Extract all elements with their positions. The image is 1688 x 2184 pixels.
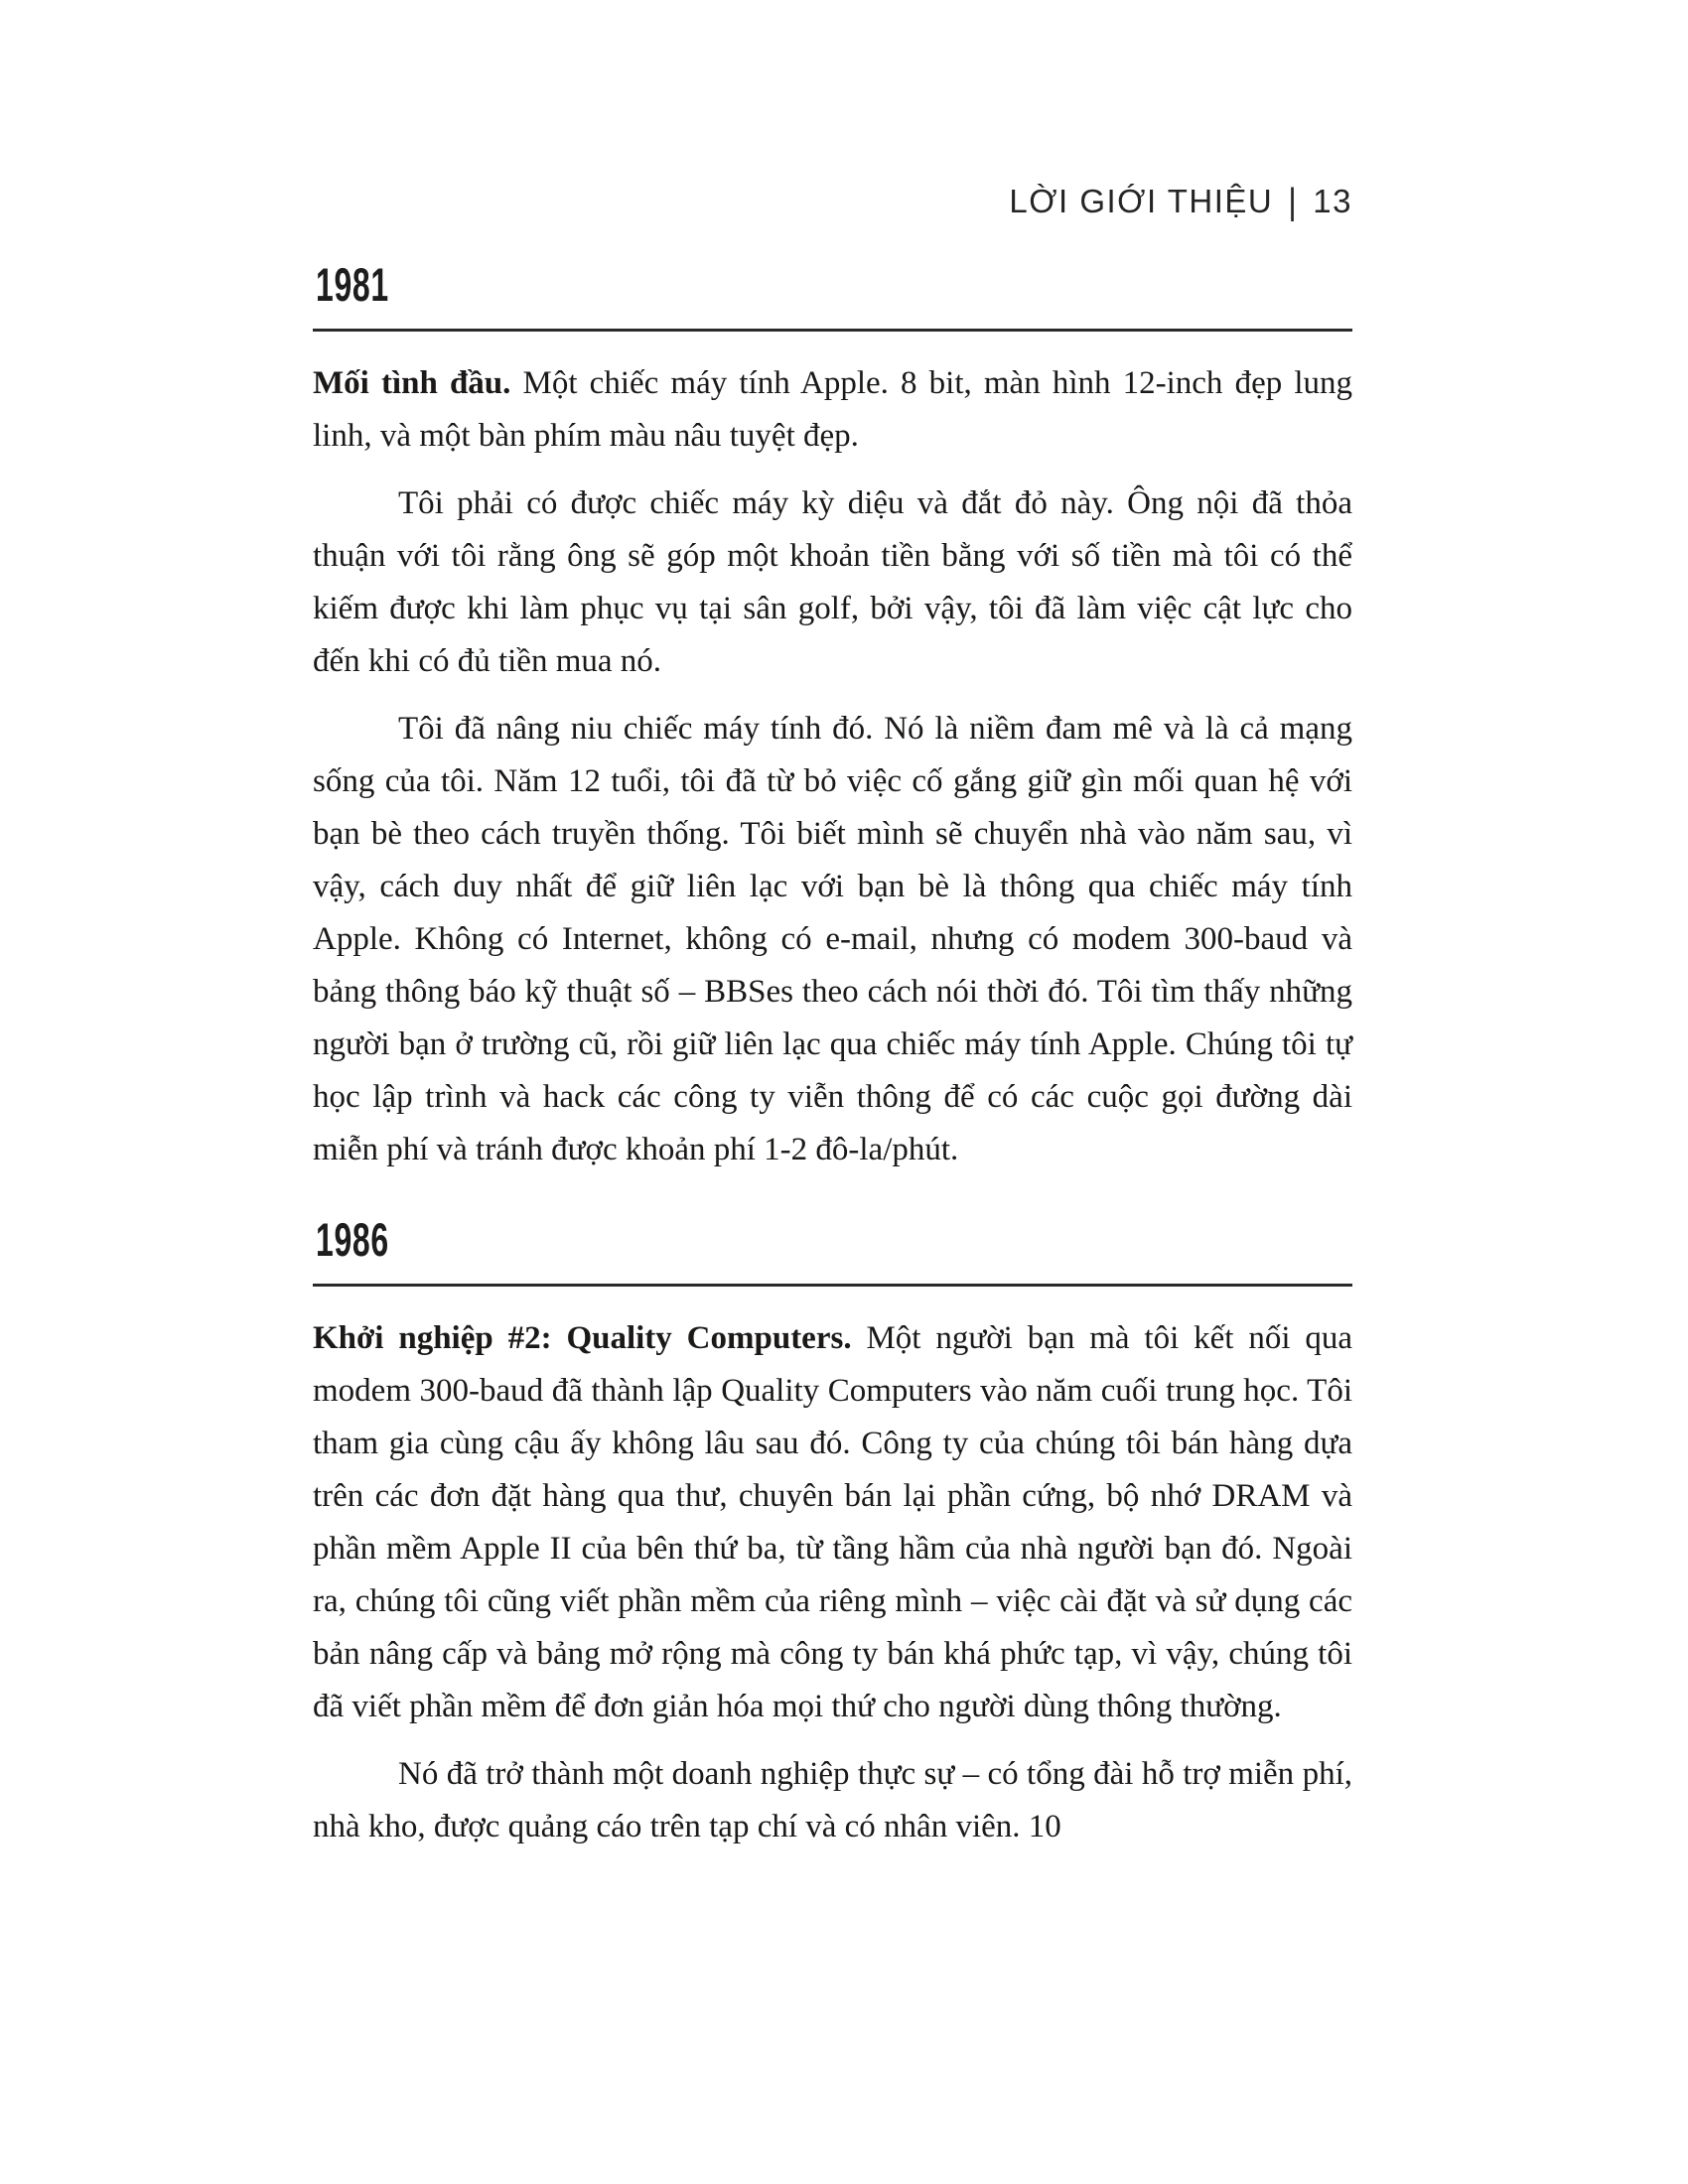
running-head-page-number: 13 (1313, 183, 1352, 219)
running-head (313, 181, 1352, 221)
paragraph-text: Tôi phải có được chiếc máy kỳ diệu và đắt đỏ này. Ông nội đã thỏa thuận với tôi rằng ông sẽ góp một khoản tiền bằng với số tiền mà tôi có thể kiếm được khi làm phục vụ tại sân golf, bởi vậy, tôi đã làm việc cật lực cho đến khi có đủ tiền mua nó. (313, 485, 1352, 680)
text-column (313, 0, 1352, 1853)
paragraph-text: Một người bạn mà tôi kết nối qua modem 300-baud đã thành lập Quality Computers vào năm cuối trung học. Tôi tham gia cùng cậu ấy không lâu sau đó. Công ty của chúng tôi bán hàng dựa trên các đơn đặt hàng qua thư, chuyên bán lại phần cứng, bộ nhớ DRAM và phần mềm Apple II của bên thứ ba, từ tầng hầm của nhà người bạn đó. Ngoài ra, chúng tôi cũng viết phần mềm của riêng mình – việc cài đặt và sử dụng các bản nâng cấp và bảng mở rộng mà công ty bán khá phức tạp, vì vậy, chúng tôi đã viết phần mềm để đơn giản hóa mọi thứ cho người dùng thông thường. (313, 1320, 1353, 1725)
running-head-separator: | (1288, 180, 1299, 222)
section-paragraphs (313, 1312, 1352, 1853)
section-paragraphs (313, 357, 1352, 1176)
paragraph-text: Tôi đã nâng niu chiếc máy tính đó. Nó là niềm đam mê và là cả mạng sống của tôi. Năm 12 tuổi, tôi đã từ bỏ việc cố gắng giữ gìn mối quan hệ với bạn bè theo cách truyền thống. Tôi biết mình sẽ chuyển nhà vào năm sau, vì vậy, cách duy nhất để giữ liên lạc với bạn bè là thông qua chiếc máy tính Apple. Không có Internet, không có e-mail, nhưng có modem 300-baud và bảng thông báo kỹ thuật số – BBSes theo cách nói thời đó. Tôi tìm thấy những người bạn ở trường cũ, rồi giữ liên lạc qua chiếc máy tính Apple. Chúng tôi tự học lập trình và hack các công ty viễn thông để có các cuộc gọi đường dài miễn phí và tránh được khoản phí 1-2 đô-la/phút. (313, 711, 1352, 1168)
running-head-title: LỜI GIỚI THIỆU (1009, 183, 1274, 219)
paragraph (313, 357, 1352, 463)
paragraph-text: Một chiếc máy tính Apple. 8 bit, màn hình 12-inch đẹp lung linh, và một bàn phím màu nâu tuyệt đẹp. (313, 365, 1353, 455)
section-year-heading: 1986 (316, 1213, 389, 1267)
year-section (313, 1213, 1353, 1853)
paragraph-lead: Khởi nghiệp #2: Quality Computers. (313, 1320, 852, 1357)
section-divider (313, 329, 1352, 332)
section-divider (313, 1284, 1352, 1287)
paragraph (313, 703, 1352, 1176)
year-section (313, 258, 1353, 1176)
paragraph-text: Nó đã trở thành một doanh nghiệp thực sự – có tổng đài hỗ trợ miễn phí, nhà kho, được quảng cáo trên tạp chí và có nhân viên. 10 (313, 1756, 1352, 1845)
paragraph (313, 1748, 1352, 1853)
section-year-heading: 1981 (316, 258, 389, 312)
page-body (313, 258, 1353, 1853)
paragraph (313, 1312, 1352, 1733)
paragraph (313, 478, 1352, 688)
paragraph-lead: Mối tình đầu. (313, 365, 511, 402)
